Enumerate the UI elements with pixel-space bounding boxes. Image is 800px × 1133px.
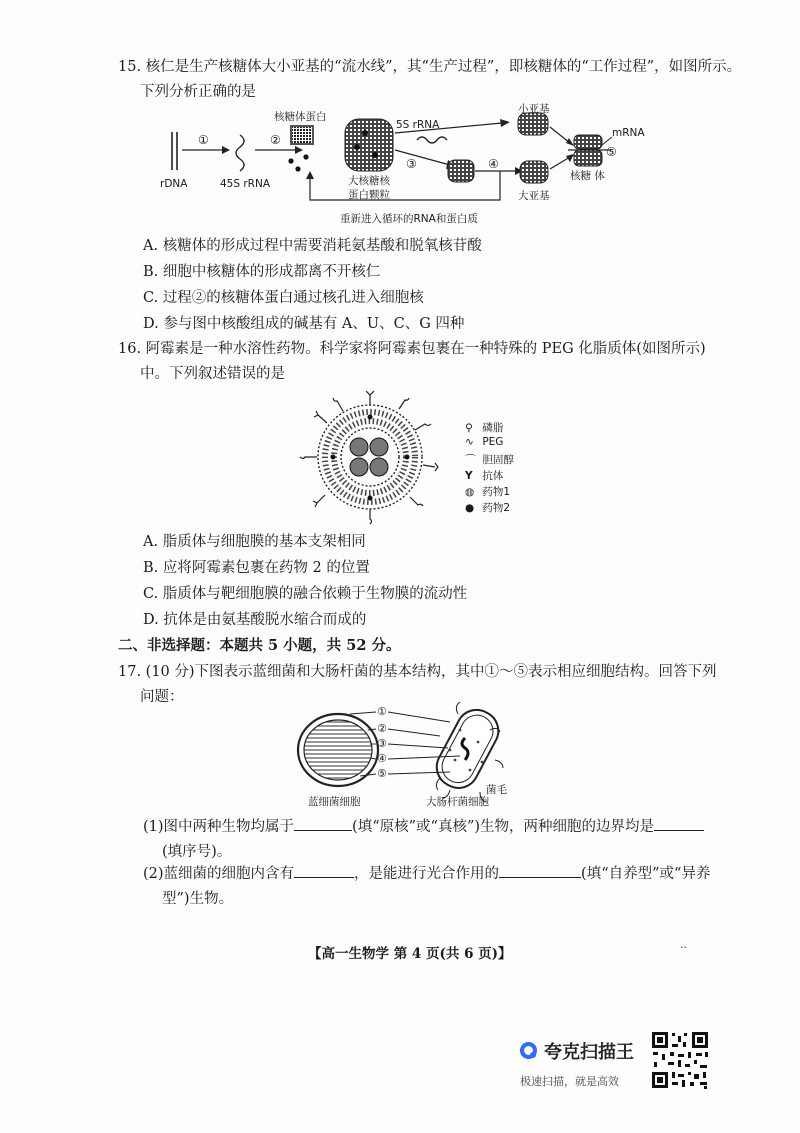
q17-sub2-line2: 型”)生物。 [162,891,234,907]
q17-sub1-line1 [143,815,704,836]
cholesterol-icon: ⌒ [465,454,476,466]
q17-sub1-text-a: (1)图中两种生物均属于 [143,819,295,835]
q17-sub2-text-a: (2)蓝细菌的细胞内含有 [143,866,295,882]
q16-option-b: B. 应将阿霉素包裹在药物 2 的位置 [143,560,370,576]
qr-code-icon [650,1030,710,1090]
label-ecoli: 大肠杆菌细胞 [426,796,489,808]
step-1-marker: ① [198,133,209,147]
legend-cholesterol: ⌒ 胆固醇 [465,454,514,466]
label-45s-rrna: 45S rRNA [220,178,271,190]
label-ribosomal-protein: 核糖体蛋白 [274,111,327,123]
corner-mark: .. [680,938,687,951]
structure-4-label: ④ [377,752,387,765]
scanner-brand: 夸克扫描王 [544,1042,634,1063]
q17-sub2-text-b: ，是能进行光合作用的 [354,866,500,882]
page-footer: 【高一生物学 第 4 页(共 6 页)】 [308,946,512,962]
ribosome-formation-figure [150,105,670,230]
scanner-slogan: 极速扫描，就是高效 [520,1075,619,1088]
label-large-particle-2: 蛋白颗粒 [348,189,390,201]
answer-blank-4[interactable] [499,863,581,878]
q16-option-d: D. 抗体是由氨基酸脱水缩合而成的 [143,612,367,628]
step-2-marker: ② [270,133,281,147]
qr-code-drawing [650,1030,710,1090]
label-5s-rrna: 5S rRNA [396,119,440,131]
q15-stem-line2: 下列分析正确的是 [140,84,256,100]
q17-sub1-line2: (填序号)。 [162,844,232,860]
q17-stem-line2: 问题： [140,689,184,705]
drug-1-icon: ◍ [465,486,475,498]
legend-peg: ∿ PEG [465,436,504,448]
label-large-particle-1: 大核糖核 [348,175,390,187]
q17-sub2-line1 [143,862,710,883]
peg-icon: ∿ [465,436,474,448]
q15-option-c: C. 过程②的核糖体蛋白通过核孔进入细胞核 [143,290,424,306]
liposome-figure [295,385,445,525]
legend-drug-2: ● 药物2 [465,502,511,514]
label-pili: 菌毛 [486,784,507,796]
label-rdna: rDNA [160,178,188,190]
answer-blank-1[interactable] [294,816,352,831]
structure-3-label: ③ [377,737,387,750]
drug-2-icon: ● [465,502,475,514]
q15-option-b: B. 细胞中核糖体的形成都离不开核仁 [143,264,381,280]
label-small-subunit: 小亚基 [518,103,550,115]
answer-blank-3[interactable] [294,863,354,878]
step-3-marker: ③ [406,157,417,171]
label-recycle: 重新进入循环的RNA和蛋白质 [340,213,478,225]
legend-drug-1: ◍ 药物1 [465,486,511,498]
section-2-heading: 二、非选择题：本题共 5 小题，共 52 分。 [118,637,401,654]
step-5-marker: ⑤ [606,145,617,159]
legend-antibody: Y 抗体 [465,470,504,482]
q15-option-d: D. 参与图中核酸组成的碱基有 A、U、C、G 四种 [143,316,465,332]
label-ribosome: 核糖 体 [570,170,605,182]
label-large-subunit: 大亚基 [518,190,550,202]
phospholipid-icon: ⚲ [465,422,473,434]
scanner-watermark [520,1035,650,1095]
q16-option-c: C. 脂质体与靶细胞膜的融合依赖于生物膜的流动性 [143,586,468,602]
structure-2-label: ② [377,722,387,735]
q17-sub2-text-c: (填“自养型”或“异养 [581,866,711,882]
q16-stem-line2: 中。下列叙述错误的是 [140,366,285,382]
legend-phospholipid: ⚲ 磷脂 [465,422,504,434]
q16-option-a: A. 脂质体与细胞膜的基本支架相同 [143,534,366,550]
q16-stem-line1: 16. 阿霉素是一种水溶性药物。科学家将阿霉素包裹在一种特殊的 PEG 化脂质体(如图所示) [118,341,706,357]
label-mrna: mRNA [612,127,645,139]
structure-5-label: ⑤ [377,767,387,780]
label-cyanobacterium: 蓝细菌细胞 [308,796,361,808]
q17-stem-line1: 17. (10 分)下图表示蓝细菌和大肠杆菌的基本结构，其中①～⑤表示相应细胞结构。回答下列 [118,664,717,680]
q15-option-a: A. 核糖体的形成过程中需要消耗氨基酸和脱氧核苷酸 [143,238,482,254]
quark-logo-icon [520,1042,537,1059]
antibody-icon: Y [465,470,473,482]
step-4-marker: ④ [488,157,499,171]
answer-blank-2[interactable] [654,816,704,831]
bacteria-figure [290,700,510,810]
q15-stem-line1: 15. 核仁是生产核糖体大小亚基的“流水线”，其“生产过程”，即核糖体的“工作过程”，如图所示。 [118,59,742,75]
q17-sub1-text-b: (填“原核”或“真核”)生物，两种细胞的边界均是 [352,819,655,835]
peg-liposome-drawing [295,385,445,525]
structure-1-label: ① [377,705,387,718]
